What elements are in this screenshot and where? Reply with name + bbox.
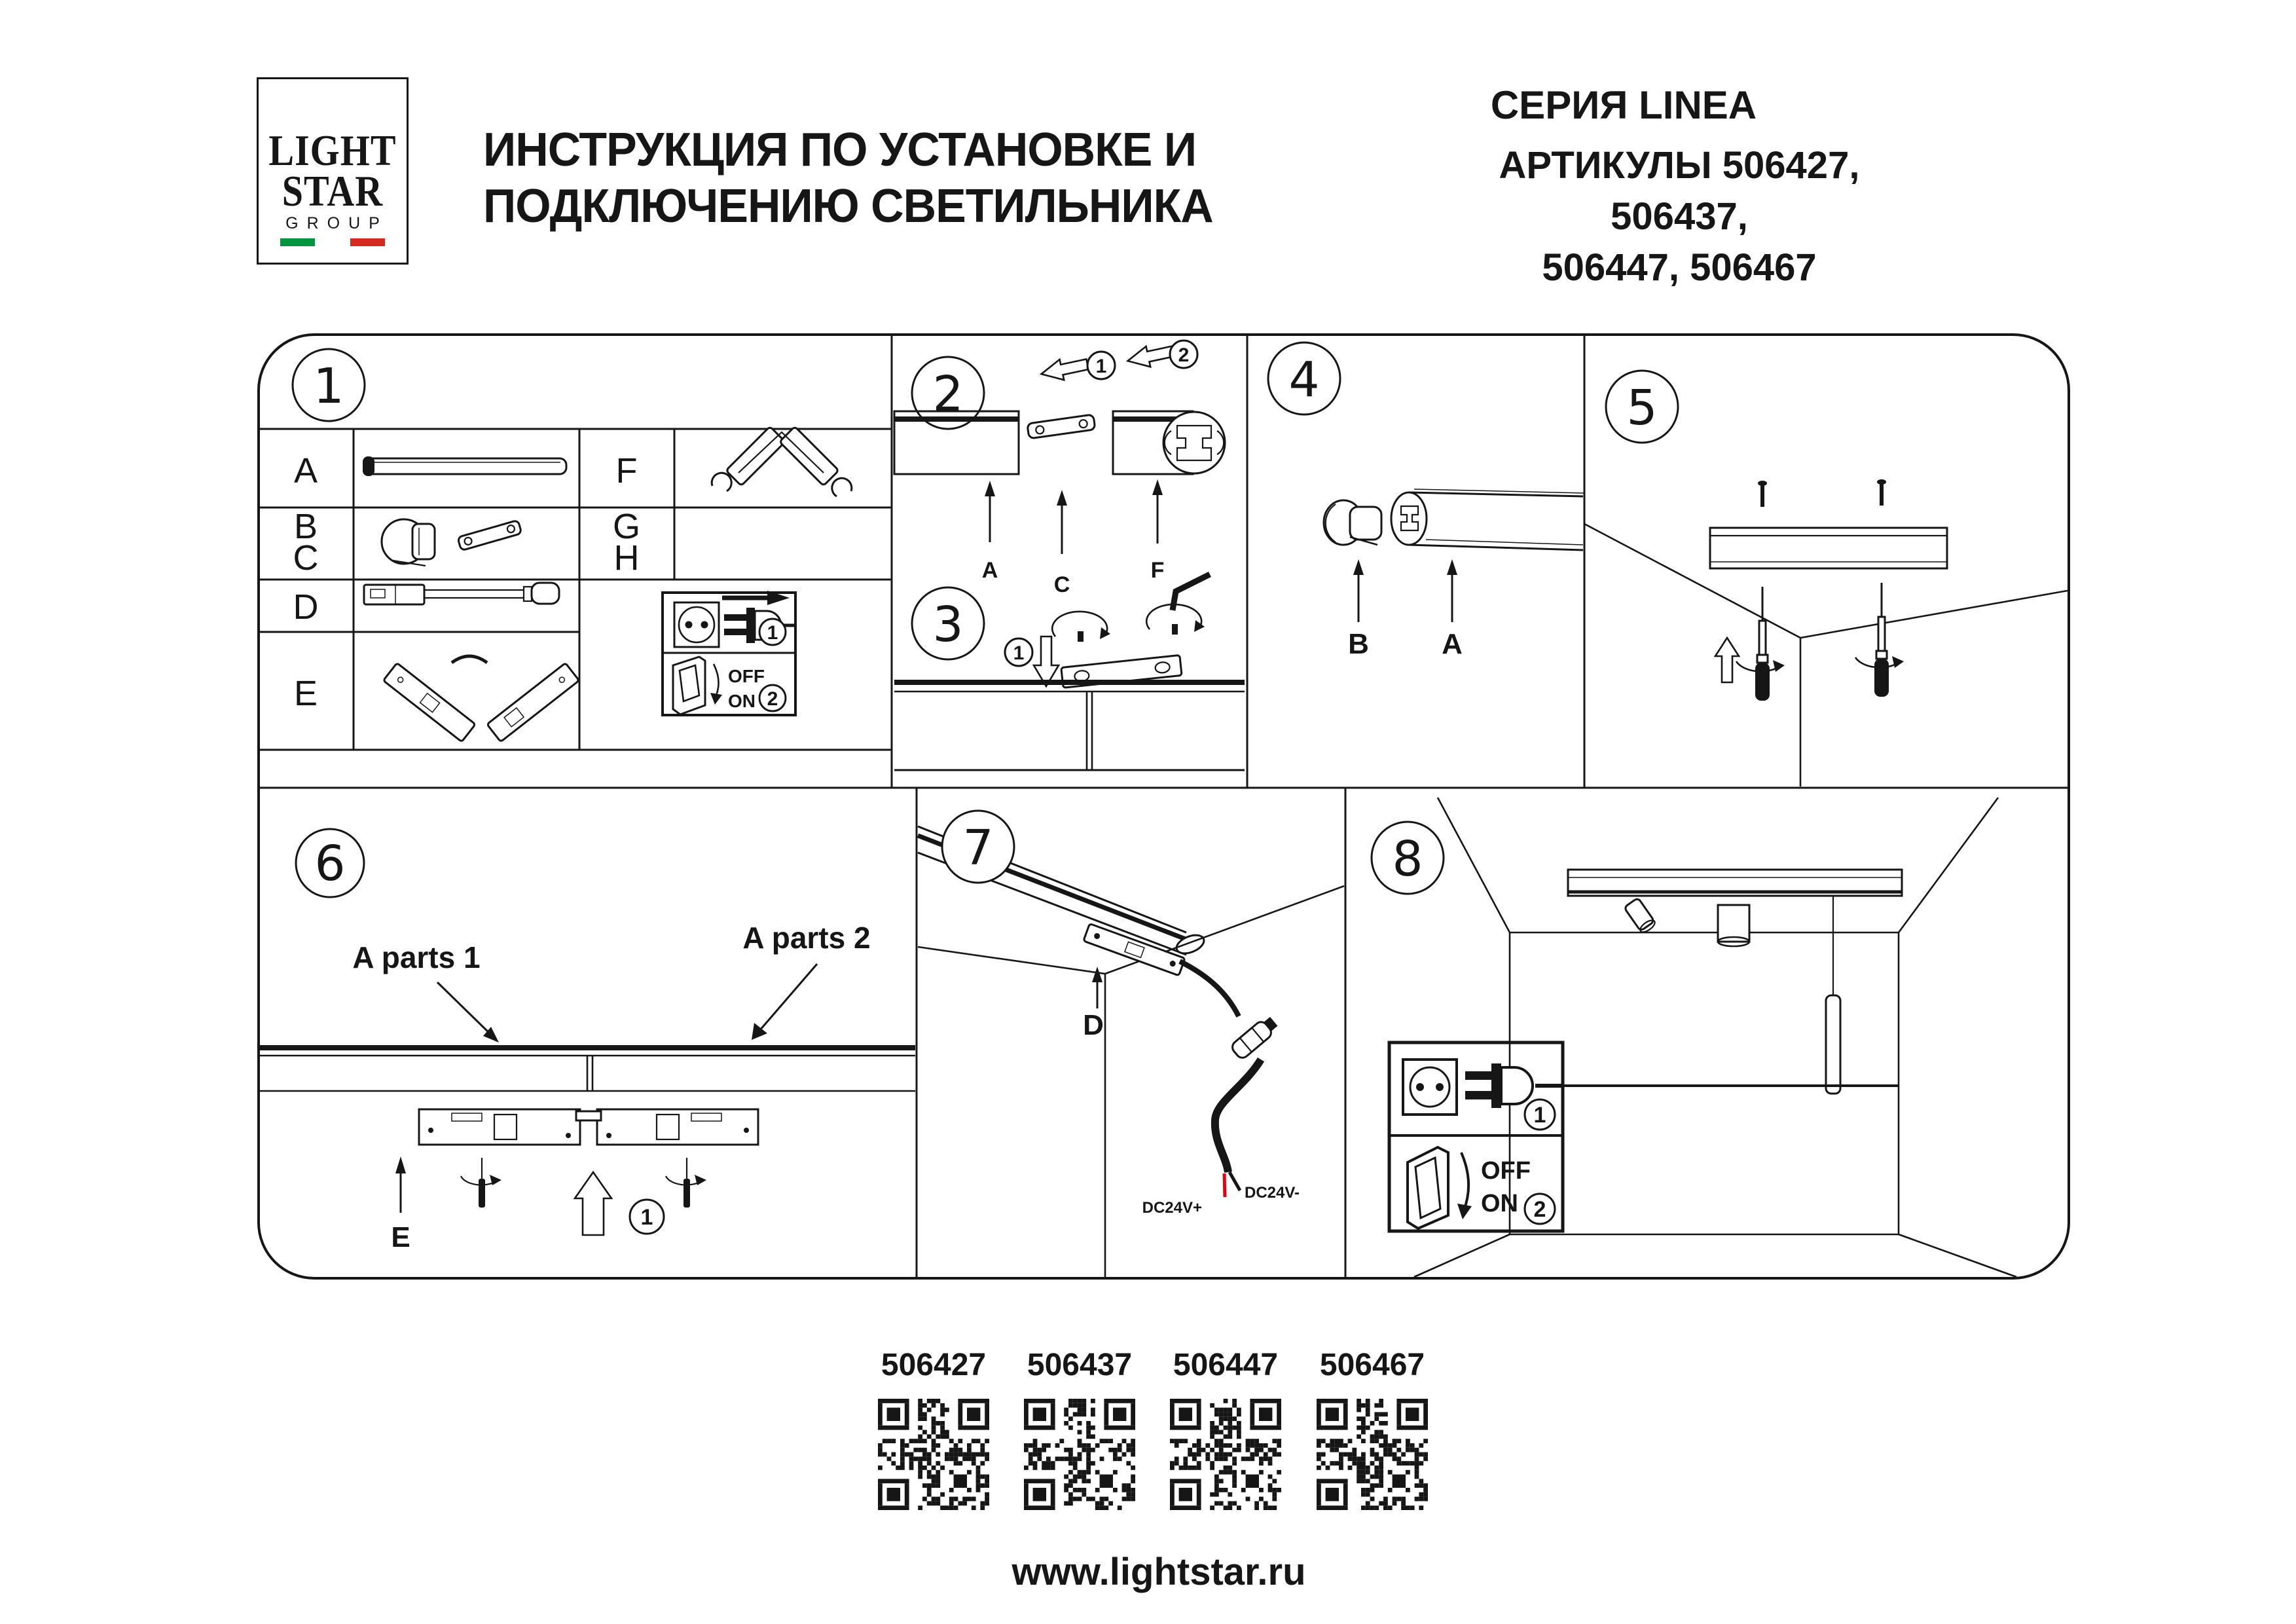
ceiling-corner-lines <box>1584 524 2068 786</box>
panel-frame <box>259 335 2069 1278</box>
marker-1: 1 <box>1095 356 1107 377</box>
part-label-g: G <box>612 507 641 546</box>
series-name: СЕРИЯ LINEA <box>1490 83 1757 127</box>
website-url: www.lightstar.ru <box>1011 1551 1306 1593</box>
step-1-number: 1 <box>313 358 344 415</box>
rotate-arrowhead <box>1457 1204 1472 1219</box>
callout-label-f: F <box>1150 558 1165 583</box>
callout-label-c: C <box>1053 572 1070 597</box>
qr-label-506467: 506467 <box>1319 1348 1425 1382</box>
section-5-mounting <box>1584 371 2068 786</box>
marker-2: 2 <box>767 688 778 710</box>
screwdriver-2-icon <box>666 1158 706 1208</box>
screw-1-icon <box>1758 481 1767 507</box>
wire-minus-black <box>1230 1172 1240 1190</box>
section-8-room <box>1372 798 2016 1277</box>
supply-cable-drawing <box>1180 961 1280 1197</box>
insert-arrow-down-icon <box>1034 637 1059 686</box>
step-7-number: 7 <box>962 820 994 876</box>
rotate-arrow-icon <box>714 664 719 698</box>
logo-text-group: GROUP <box>285 214 388 232</box>
callout-label-b: B <box>1348 628 1369 660</box>
callout-arrow-e <box>395 1156 406 1213</box>
part-e-connector-icon <box>383 656 579 742</box>
screwdriver-2-icon <box>1855 583 1904 697</box>
switch-on-label: ON <box>728 691 756 711</box>
logo-text-light: LIGHT <box>268 126 397 175</box>
dc-minus-label: DC24V- <box>1245 1184 1300 1202</box>
screwdriver-1-icon <box>1736 587 1785 701</box>
ceiling-track-drawing <box>1568 870 1902 896</box>
section-2-joining <box>894 341 1225 597</box>
endcap-b-drawing <box>1324 500 1381 545</box>
step-6-number: 6 <box>314 836 346 892</box>
rotate-arrowhead <box>710 693 722 705</box>
callout-label-a: A <box>1442 628 1463 660</box>
switch-off-label: OFF <box>1481 1157 1531 1185</box>
callout-label-e: E <box>391 1221 410 1253</box>
switch-icon <box>1408 1147 1448 1228</box>
part-d-powerfeed-icon <box>364 583 559 604</box>
part-a-track-icon <box>363 456 566 476</box>
rotate-arrow-icon <box>1461 1153 1468 1210</box>
footer <box>878 1348 1428 1593</box>
switch-icon <box>673 657 705 714</box>
section-3-fixing <box>894 574 1245 770</box>
step-4-number: 4 <box>1288 352 1320 408</box>
step-3-number: 3 <box>932 597 964 653</box>
marker-2: 2 <box>1533 1197 1546 1222</box>
marker-1: 1 <box>767 622 778 644</box>
articles-line-1: АРТИКУЛЫ 506427, 506437, <box>1499 144 1860 238</box>
a-parts-2-label: A parts 2 <box>742 921 871 955</box>
qr-label-506447: 506447 <box>1173 1348 1279 1382</box>
title-line-1: ИНСТРУКЦИЯ ПО УСТАНОВКЕ И <box>483 124 1197 176</box>
title-line-2: ПОДКЛЮЧЕНИЮ СВЕТИЛЬНИКА <box>483 180 1213 232</box>
screw-2-icon <box>1877 479 1886 506</box>
pendant-luminaire-icon <box>1826 896 1840 1094</box>
section-4-endcap <box>1268 342 1584 660</box>
callout-label-d: D <box>1083 1009 1104 1041</box>
part-label-c: C <box>293 538 319 578</box>
cylinder-luminaire-icon <box>1718 905 1749 946</box>
screw-1-icon <box>1052 612 1110 642</box>
step-2-number: 2 <box>932 366 964 422</box>
part-label-e: E <box>293 674 318 713</box>
screwdriver-1-icon <box>461 1158 501 1208</box>
step-8-number: 8 <box>1392 831 1423 887</box>
plate-c-drawing <box>1027 415 1095 439</box>
wire-plus-red <box>1224 1173 1225 1197</box>
part-label-h: H <box>613 538 640 578</box>
connection-steps-box <box>1389 1043 1563 1231</box>
callout-label-a: A <box>981 558 998 583</box>
callout-arrows <box>1353 559 1457 622</box>
switch-on-label: ON <box>1481 1190 1518 1217</box>
connection-steps-box <box>663 591 795 715</box>
socket-icon <box>1403 1060 1457 1115</box>
marker-1: 1 <box>1013 642 1025 664</box>
track-drawing <box>1710 528 1947 568</box>
spot-luminaire-icon <box>1624 898 1657 934</box>
joined-tracks-drawing <box>894 682 1245 770</box>
qr-code <box>1024 1399 1135 1510</box>
track-a-drawing <box>894 411 1019 474</box>
part-b-endcap-icon <box>382 519 435 566</box>
connector-e-drawing <box>419 1109 758 1145</box>
qr-code <box>1317 1399 1428 1510</box>
marker-1: 1 <box>1533 1103 1546 1128</box>
logo-text-star: STAR <box>282 166 384 215</box>
qr-label-506437: 506437 <box>1027 1348 1133 1382</box>
part-c-plate-icon <box>458 520 522 551</box>
section-6-connection <box>260 829 915 1253</box>
lift-arrow-up-icon <box>1715 638 1739 682</box>
qr-code <box>1170 1399 1281 1510</box>
part-label-d: D <box>293 587 319 627</box>
lift-arrow-up-icon <box>575 1172 611 1235</box>
qr-label-506427: 506427 <box>881 1348 987 1382</box>
slide-arrow-2-icon <box>1125 341 1176 371</box>
section-1-parts-table <box>259 349 892 750</box>
marker-2: 2 <box>1178 344 1190 366</box>
part-label-a: A <box>293 451 318 490</box>
part-label-b: B <box>293 507 318 546</box>
socket-icon <box>674 602 719 647</box>
dc-plus-label: DC24V+ <box>1142 1199 1202 1217</box>
leader-arrows <box>437 964 817 1043</box>
track-a-tube-drawing <box>1391 489 1584 550</box>
joined-tracks-drawing <box>260 1048 915 1091</box>
slide-arrow-1-icon <box>1039 354 1089 384</box>
step-5-number: 5 <box>1626 380 1658 436</box>
callout-arrows <box>985 479 1163 554</box>
qr-code <box>878 1399 989 1510</box>
a-parts-1-label: A parts 1 <box>352 940 481 974</box>
section-7-wiring <box>918 811 1344 1277</box>
articles-line-2: 506447, 506467 <box>1542 246 1817 289</box>
part-label-f: F <box>615 451 638 490</box>
part-f-corner-icon <box>712 426 852 496</box>
marker-1: 1 <box>640 1205 653 1230</box>
track-f-drawing <box>1113 411 1225 474</box>
switch-off-label: OFF <box>728 666 765 686</box>
